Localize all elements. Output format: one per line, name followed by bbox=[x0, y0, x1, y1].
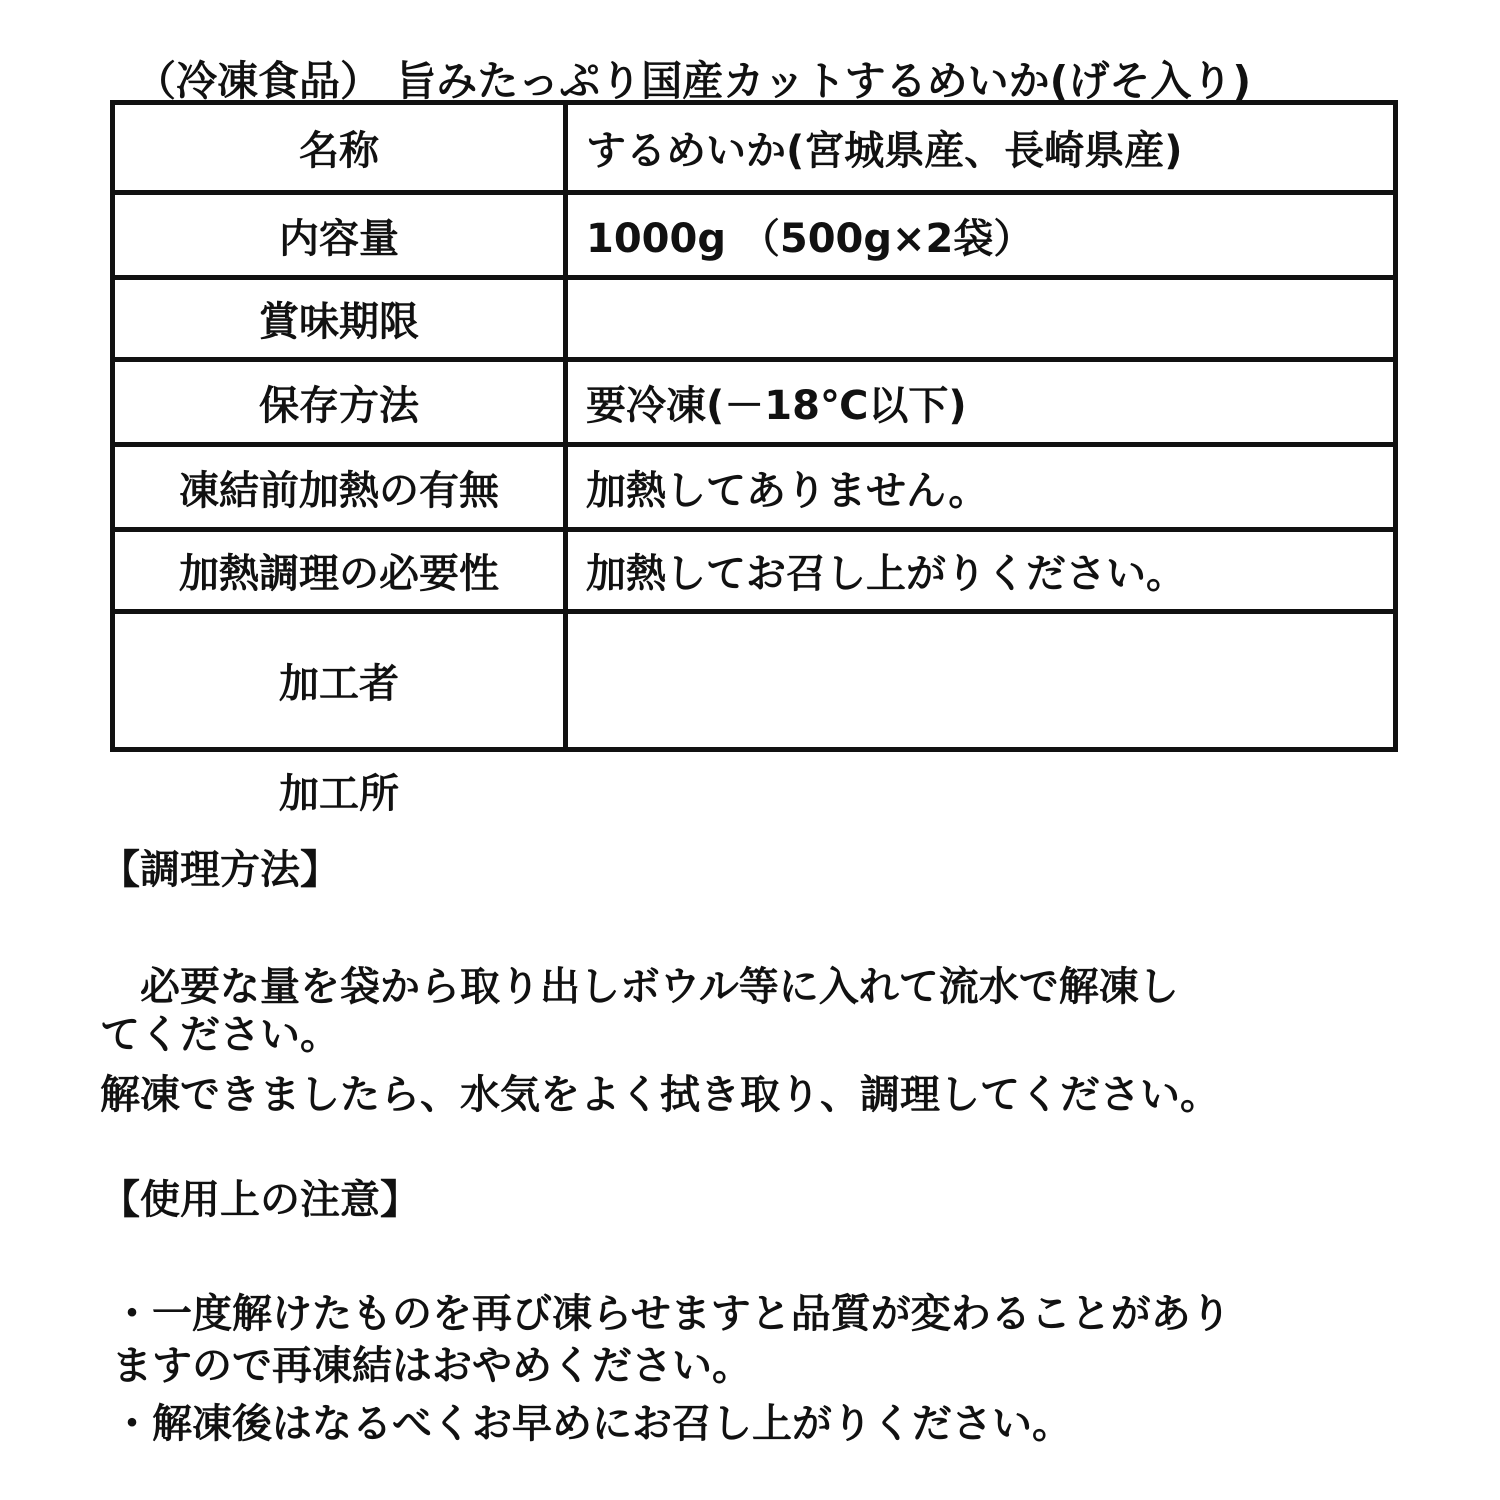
table-row bbox=[113, 360, 1396, 445]
processing-plant-label: 加工所 bbox=[279, 771, 399, 817]
row-value-processor bbox=[566, 612, 1396, 750]
row-value-cooking-need: 加熱してお召し上がりください。 bbox=[566, 530, 1396, 612]
cooking-line-2: てください。 bbox=[100, 1012, 340, 1058]
table-row bbox=[113, 193, 1396, 278]
row-value-name: するめいか(宮城県産、長崎県産) bbox=[566, 103, 1396, 193]
cooking-line-3: 解凍できましたら、水気をよく拭き取り、調理してください。 bbox=[100, 1072, 1220, 1118]
row-label-best-before: 賞味期限 bbox=[113, 278, 566, 360]
row-value-storage: 要冷凍(－18℃以下) bbox=[566, 360, 1396, 445]
cooking-line-1: 必要な量を袋から取り出しボウル等に入れて流水で解凍し bbox=[100, 964, 1179, 1010]
row-label-cooking-need: 加熱調理の必要性 bbox=[113, 530, 566, 612]
caution-line-3: ・解凍後はなるべくお早めにお召し上がりください。 bbox=[112, 1401, 1072, 1447]
table-row bbox=[113, 103, 1396, 193]
row-label-name: 名称 bbox=[113, 103, 566, 193]
table-row bbox=[113, 278, 1396, 360]
table-row bbox=[113, 530, 1396, 612]
caution-line-1: ・一度解けたものを再び凍らせますと品質が変わることがあり bbox=[112, 1291, 1231, 1337]
document-title: （冷凍食品） 旨みたっぷり国産カットするめいか(げそ入り) bbox=[135, 57, 1252, 105]
row-label-processor: 加工者 bbox=[113, 612, 566, 750]
row-label-contents: 内容量 bbox=[113, 193, 566, 278]
row-label-storage: 保存方法 bbox=[113, 360, 566, 445]
caution-heading: 【使用上の注意】 bbox=[100, 1177, 420, 1223]
row-label-preheat: 凍結前加熱の有無 bbox=[113, 445, 566, 530]
table-row bbox=[113, 445, 1396, 530]
row-value-preheat: 加熱してありません。 bbox=[566, 445, 1396, 530]
row-value-contents: 1000g （500g×2袋） bbox=[566, 193, 1396, 278]
table-row bbox=[113, 612, 1396, 750]
cooking-method-heading: 【調理方法】 bbox=[100, 847, 340, 893]
caution-line-2: ますので再凍結はおやめください。 bbox=[112, 1343, 752, 1389]
product-info-table bbox=[110, 100, 1398, 752]
row-value-best-before bbox=[566, 278, 1396, 360]
